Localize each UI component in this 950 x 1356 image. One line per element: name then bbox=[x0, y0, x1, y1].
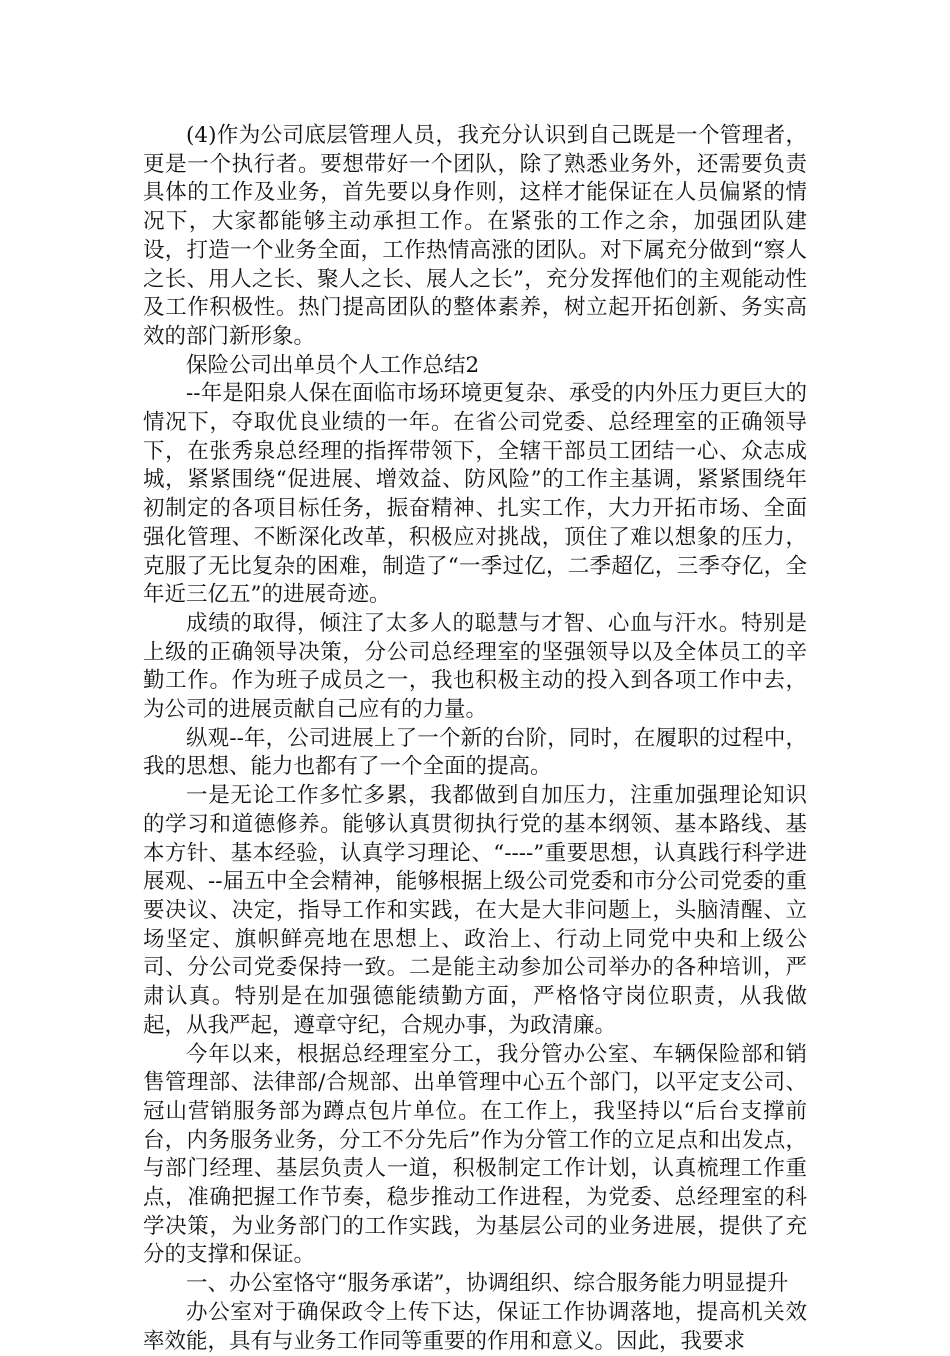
paragraph-overview: 纵观--年，公司进展上了一个新的台阶，同时，在履职的过程中，我的思想、能力也都有了一个全面的提高。 bbox=[143, 725, 807, 780]
paragraph-annual-performance: --年是阳泉人保在面临市场环境更复杂、承受的内外压力更巨大的情况下，夺取优良业绩的一年。在省公司党委、总经理室的正确领导下，在张秀泉总经理的指挥带领下，全辖干部员工团结一心、众志成城，紧紧围绕“促进展、增效益、防风险”的工作主基调，紧紧围绕年初制定的各项目标任务，振奋精神、扎实工作，大力开拓市场、全面强化管理、不断深化改革，积极应对挑战，顶住了难以想象的压力，克服了无比复杂的困难，制造了“一季过亿，二季超亿，三季夺亿，全年近三亿五”的进展奇迹。 bbox=[143, 381, 807, 608]
paragraph-division-of-work: 今年以来，根据总经理室分工，我分管办公室、车辆保险部和销售管理部、法律部/合规部、出单管理中心五个部门，以平定支公司、冠山营销服务部为蹲点包片单位。在工作上，我坚持以“后台支撑前台，内务服务业务，分工不分先后”作为分管工作的立足点和出发点，与部门经理、基层负责人一道，积极制定工作计划，认真梳理工作重点，准确把握工作节奏，稳步推动工作进程，为党委、总经理室的科学决策，为业务部门的工作实践，为基层公司的业务进展，提供了充分的支撑和保证。 bbox=[143, 1041, 807, 1268]
section-heading-office: 一、办公室恪守“服务承诺”，协调组织、综合服务能力明显提升 bbox=[186, 1271, 789, 1297]
paragraph-achievements: 成绩的取得，倾注了太多人的聪慧与才智、心血与汗水。特别是上级的正确领导决策，分公司总经理室的坚强领导以及全体员工的辛勤工作。作为班子成员之一，我也积极主动的投入到各项工作中去，为公司的进展贡献自己应有的力量。 bbox=[143, 610, 807, 723]
section-title-summary-2: 保险公司出单员个人工作总结2 bbox=[186, 352, 480, 378]
document-body bbox=[143, 122, 807, 1356]
paragraph-theory-study: 一是无论工作多忙多累，我都做到自加压力，注重加强理论知识的学习和道德修养。能够认真贯彻执行党的基本纲领、基本路线、基本方针、基本经验，认真学习理论、“----”重要思想，认真践行科学进展观、--届五中全会精神，能够根据上级公司党委和市分公司党委的重要决议、决定，指导工作和实践，在大是大非问题上，头脑清醒、立场坚定、旗帜鲜亮地在思想上、政治上、行动上同党中央和上级公司、分公司党委保持一致。二是能主动参加公司举办的各种培训，严肃认真。特别是在加强德能绩勤方面，严格恪守岗位职责，从我做起，从我严起，遵章守纪，合规办事，为政清廉。 bbox=[143, 783, 807, 1038]
paragraph-office-role: 办公室对于确保政令上传下达，保证工作协调落地，提高机关效率效能，具有与业务工作同等重要的作用和意义。因此，我要求 bbox=[143, 1299, 807, 1354]
paragraph-management-role: (4)作为公司底层管理人员，我充分认识到自己既是一个管理者，更是一个执行者。要想带好一个团队，除了熟悉业务外，还需要负责具体的工作及业务，首先要以身作则，这样才能保证在人员偏紧的情况下，大家都能够主动承担工作。在紧张的工作之余，加强团队建设，打造一个业务全面，工作热情高涨的团队。对下属充分做到“察人之长、用人之长、聚人之长、展人之长”，充分发挥他们的主观能动性及工作积极性。热门提高团队的整体素养，树立起开拓创新、务实高效的部门新形象。 bbox=[143, 123, 807, 349]
